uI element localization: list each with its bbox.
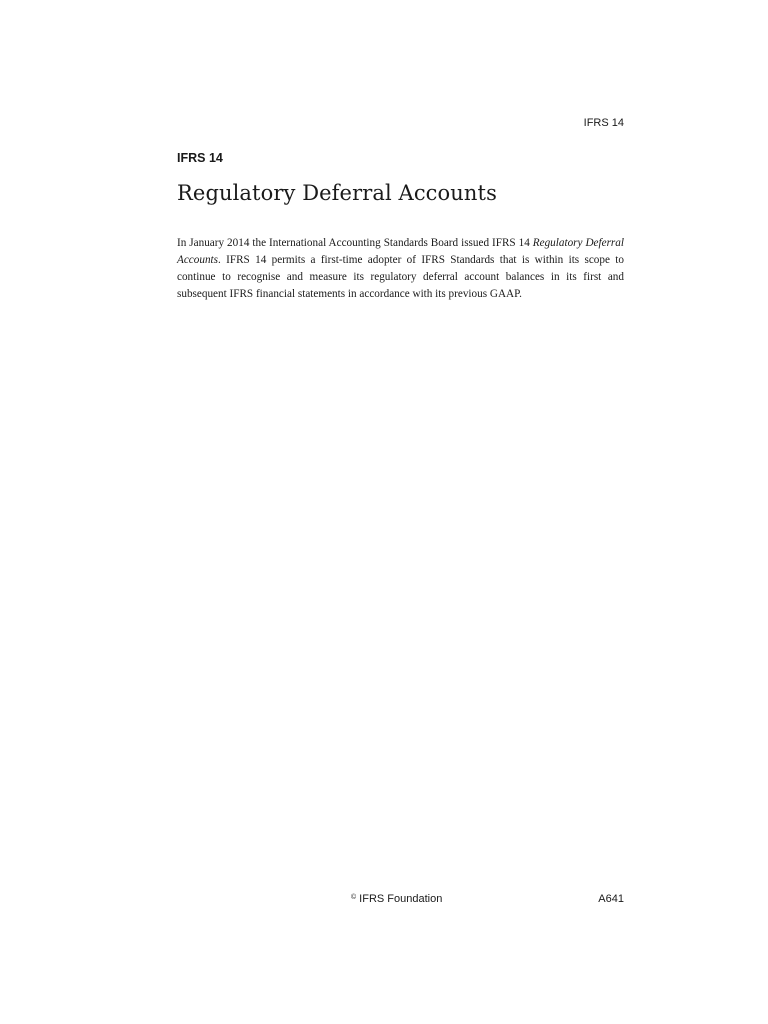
intro-text-part2: . IFRS 14 permits a first-time adopter of IFRS Standards that is within its scope to continue to recognise and measure its regulatory deferral account balances in its first and subsequent IFRS financial statements in accordance with its previous GAAP. — [177, 254, 624, 300]
footer-copyright — [351, 893, 442, 905]
standard-label: IFRS 14 — [177, 151, 223, 165]
running-header-title: IFRS 14 — [583, 117, 624, 129]
intro-text-part1: In January 2014 the International Accounting Standards Board issued IFRS 14 — [177, 237, 533, 249]
footer-organization: IFRS Foundation — [359, 893, 443, 905]
page-number: A641 — [598, 893, 624, 905]
intro-paragraph — [177, 235, 624, 303]
copyright-symbol: © — [351, 894, 357, 901]
document-title: Regulatory Deferral Accounts — [177, 181, 497, 205]
intro-italic-title: Regulatory Deferral Accounts — [177, 237, 624, 266]
